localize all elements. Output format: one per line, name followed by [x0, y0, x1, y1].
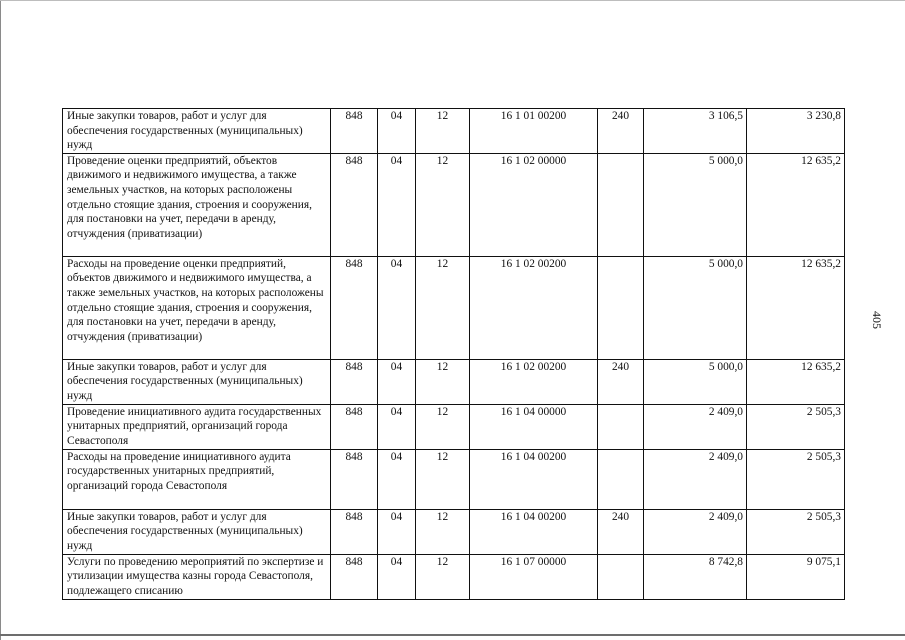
row-name: Услуги по проведению мероприятий по экспертизе и утилизации имущества казны города Севастополя, подлежащего списанию [63, 554, 331, 599]
row-ministry: 848 [331, 256, 378, 359]
row-ministry: 848 [331, 449, 378, 509]
row-name: Проведение оценки предприятий, объектов движимого и недвижимого имущества, а также земельных участков, на которых расположены отдельно стоящие здания, строения и сооружения, для постановки на учет, передачи в аренду, отчуждения (приватизации) [63, 153, 331, 256]
row-amount-2: 2 505,3 [747, 509, 845, 554]
row-target: 16 1 04 00200 [470, 509, 598, 554]
row-subsection: 12 [416, 359, 470, 404]
row-expense-type: 240 [598, 109, 644, 154]
table-row [63, 449, 845, 509]
page-number: 405 [870, 311, 884, 329]
row-section: 04 [378, 256, 416, 359]
row-name: Иные закупки товаров, работ и услуг для обеспечения государственных (муниципальных) нужд [63, 109, 331, 154]
row-amount-1: 8 742,8 [644, 554, 747, 599]
row-section: 04 [378, 153, 416, 256]
row-amount-2: 2 505,3 [747, 404, 845, 449]
table-row [63, 554, 845, 599]
row-amount-1: 2 409,0 [644, 449, 747, 509]
row-subsection: 12 [416, 153, 470, 256]
row-amount-1: 2 409,0 [644, 404, 747, 449]
table-row [63, 509, 845, 554]
row-amount-1: 5 000,0 [644, 359, 747, 404]
row-expense-type: 240 [598, 509, 644, 554]
row-amount-1: 5 000,0 [644, 256, 747, 359]
row-expense-type [598, 153, 644, 256]
row-subsection: 12 [416, 256, 470, 359]
row-amount-1: 3 106,5 [644, 109, 747, 154]
row-subsection: 12 [416, 109, 470, 154]
row-target: 16 1 02 00200 [470, 256, 598, 359]
row-ministry: 848 [331, 153, 378, 256]
row-amount-1: 5 000,0 [644, 153, 747, 256]
row-amount-2: 2 505,3 [747, 449, 845, 509]
row-target: 16 1 04 00000 [470, 404, 598, 449]
row-target: 16 1 07 00000 [470, 554, 598, 599]
row-amount-1: 2 409,0 [644, 509, 747, 554]
table-row [63, 109, 845, 154]
row-section: 04 [378, 449, 416, 509]
row-target: 16 1 04 00200 [470, 449, 598, 509]
row-subsection: 12 [416, 554, 470, 599]
row-target: 16 1 02 00200 [470, 359, 598, 404]
scan-edge-bottom [0, 634, 905, 636]
row-target: 16 1 02 00000 [470, 153, 598, 256]
row-amount-2: 9 075,1 [747, 554, 845, 599]
row-name: Расходы на проведение инициативного аудита государственных унитарных предприятий, организаций города Севастополя [63, 449, 331, 509]
row-name: Иные закупки товаров, работ и услуг для обеспечения государственных (муниципальных) нужд [63, 359, 331, 404]
row-amount-2: 12 635,2 [747, 359, 845, 404]
row-section: 04 [378, 554, 416, 599]
row-section: 04 [378, 509, 416, 554]
row-ministry: 848 [331, 554, 378, 599]
row-subsection: 12 [416, 509, 470, 554]
table-row [63, 404, 845, 449]
table-row [63, 153, 845, 256]
row-subsection: 12 [416, 449, 470, 509]
row-section: 04 [378, 359, 416, 404]
row-expense-type [598, 404, 644, 449]
row-name: Проведение инициативного аудита государственных унитарных предприятий, организаций города Севастополя [63, 404, 331, 449]
row-expense-type [598, 554, 644, 599]
scan-edge-top [0, 0, 905, 1]
row-name: Расходы на проведение оценки предприятий, объектов движимого и недвижимого имущества, а также земельных участков, на которых расположены отдельно стоящие здания, строения и сооружения, для постановки на учет, передачи в аренду, отчуждения (приватизации) [63, 256, 331, 359]
scan-edge-left [0, 0, 1, 640]
row-ministry: 848 [331, 359, 378, 404]
row-ministry: 848 [331, 109, 378, 154]
row-ministry: 848 [331, 404, 378, 449]
table-row [63, 359, 845, 404]
row-section: 04 [378, 109, 416, 154]
row-expense-type [598, 449, 644, 509]
row-section: 04 [378, 404, 416, 449]
table-row [63, 256, 845, 359]
row-amount-2: 12 635,2 [747, 256, 845, 359]
budget-table [62, 108, 845, 600]
row-subsection: 12 [416, 404, 470, 449]
row-amount-2: 12 635,2 [747, 153, 845, 256]
row-expense-type [598, 256, 644, 359]
row-name: Иные закупки товаров, работ и услуг для обеспечения государственных (муниципальных) нужд [63, 509, 331, 554]
row-target: 16 1 01 00200 [470, 109, 598, 154]
row-ministry: 848 [331, 509, 378, 554]
row-amount-2: 3 230,8 [747, 109, 845, 154]
row-expense-type: 240 [598, 359, 644, 404]
